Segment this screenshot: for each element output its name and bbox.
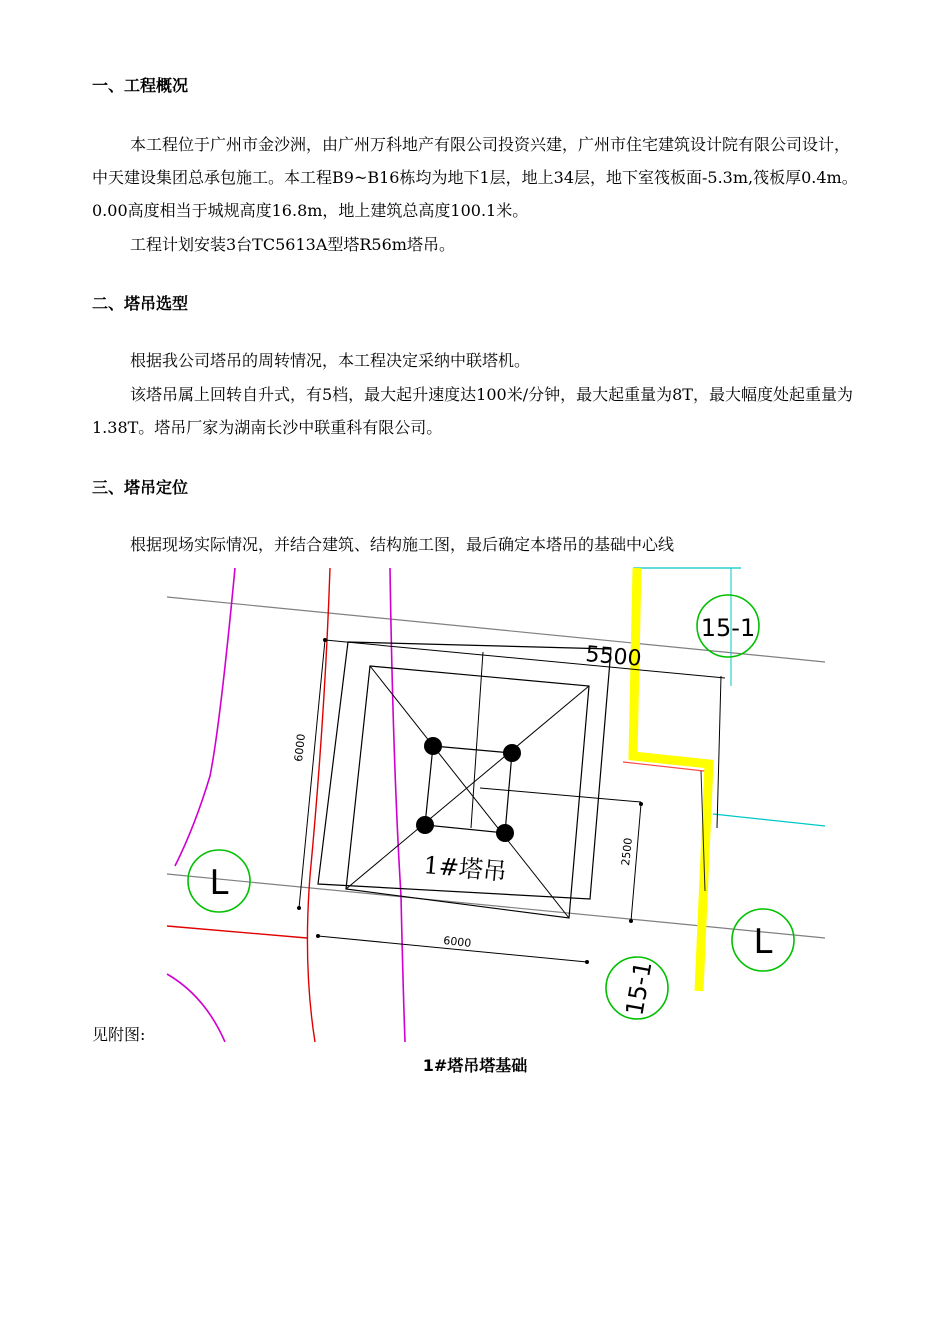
section-heading-crane-positioning: 三、塔吊定位 [92,478,189,497]
dim-bottom-label: 6000 [442,934,472,950]
figure-reference-label: 见附图: [92,1025,146,1044]
dim-right-label: 2500 [619,837,635,867]
paragraph-selection-1: 根据我公司塔吊的周转情况，本工程决定采纳中联塔机。 [130,351,531,370]
crane-foundation-drawing [165,566,827,1042]
section-mark-top: 15-1 [700,614,756,642]
section-heading-overview: 一、工程概况 [92,76,189,95]
paragraph-overview-2: 工程计划安装3台TC5613A型塔R56m塔吊。 [130,235,455,254]
dim-top-label: 5500 [584,642,643,672]
figure-caption: 1#塔吊塔基础 [422,1056,528,1075]
section-heading-crane-selection: 二、塔吊选型 [92,294,189,313]
paragraph-overview-1: 本工程位于广州市金沙洲，由广州万科地产有限公司投资兴建，广州市住宅建筑设计院有限公司设计，中天建设集团总承包施工。本工程B9~B16栋均为地下1层，地上34层，地下室筏板面-5.3m,筏板厚0.4m。0.00高度相当于城规高度16.8m，地上建筑总高度100.1米。 [92,135,858,220]
dim-left-label: 6000 [292,733,308,763]
axis-mark-left: L [209,863,229,903]
axis-mark-right: L [753,922,773,962]
paragraph-selection-2: 该塔吊属上回转自升式，有5档，最大起升速度达100米/分钟，最大起重量为8T，最大幅度处起重量为1.38T。塔吊厂家为湖南长沙中联重科有限公司。 [92,385,853,437]
paragraph-positioning-1: 根据现场实际情况，并结合建筑、结构施工图，最后确定本塔吊的基础中心线 [130,535,675,554]
section-mark-bottom: 15-1 [620,959,658,1018]
crane-label: 1#塔吊 [422,851,508,887]
